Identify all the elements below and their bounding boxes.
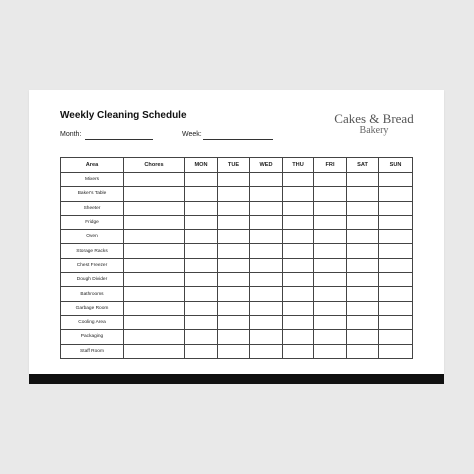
- day-cell-mon[interactable]: [185, 201, 218, 215]
- day-cell-tue[interactable]: [218, 215, 250, 229]
- day-cell-wed[interactable]: [250, 273, 283, 287]
- day-cell-thu[interactable]: [283, 201, 314, 215]
- day-cell-tue[interactable]: [218, 173, 250, 187]
- day-cell-fri[interactable]: [314, 301, 347, 315]
- day-cell-mon[interactable]: [185, 330, 218, 344]
- page-title: Weekly Cleaning Schedule: [60, 110, 187, 121]
- chores-cell[interactable]: [124, 215, 185, 229]
- day-cell-sun[interactable]: [379, 173, 413, 187]
- table-row: [61, 344, 413, 358]
- day-cell-thu[interactable]: [283, 258, 314, 272]
- day-cell-wed[interactable]: [250, 187, 283, 201]
- day-cell-wed[interactable]: [250, 244, 283, 258]
- day-cell-thu[interactable]: [283, 344, 314, 358]
- day-cell-wed[interactable]: [250, 215, 283, 229]
- day-cell-sun[interactable]: [379, 201, 413, 215]
- table-row: [61, 187, 413, 201]
- day-cell-mon[interactable]: [185, 273, 218, 287]
- day-cell-tue[interactable]: [218, 344, 250, 358]
- area-cell: Cooling Area: [61, 315, 124, 329]
- day-cell-thu[interactable]: [283, 187, 314, 201]
- day-cell-fri[interactable]: [314, 273, 347, 287]
- day-cell-sun[interactable]: [379, 244, 413, 258]
- day-cell-wed[interactable]: [250, 315, 283, 329]
- day-cell-thu[interactable]: [283, 215, 314, 229]
- area-cell: Packaging: [61, 330, 124, 344]
- area-cell: Bathrooms: [61, 287, 124, 301]
- column-header-fri: FRI: [314, 158, 347, 173]
- day-cell-tue[interactable]: [218, 287, 250, 301]
- day-cell-mon[interactable]: [185, 301, 218, 315]
- day-cell-sat[interactable]: [347, 344, 379, 358]
- day-cell-sat[interactable]: [347, 173, 379, 187]
- area-cell: Oven: [61, 230, 124, 244]
- day-cell-mon[interactable]: [185, 230, 218, 244]
- day-cell-fri[interactable]: [314, 173, 347, 187]
- day-cell-wed[interactable]: [250, 301, 283, 315]
- brand-name: Cakes & Bread: [334, 111, 414, 126]
- chores-cell[interactable]: [124, 315, 185, 329]
- day-cell-fri[interactable]: [314, 215, 347, 229]
- area-cell: Staff Room: [61, 344, 124, 358]
- day-cell-sun[interactable]: [379, 344, 413, 358]
- column-header-sun: SUN: [379, 158, 413, 173]
- day-cell-tue[interactable]: [218, 201, 250, 215]
- day-cell-sun[interactable]: [379, 287, 413, 301]
- day-cell-fri[interactable]: [314, 315, 347, 329]
- day-cell-sat[interactable]: [347, 330, 379, 344]
- day-cell-fri[interactable]: [314, 201, 347, 215]
- table-row: [61, 244, 413, 258]
- month-label: Month:: [60, 131, 82, 138]
- day-cell-sun[interactable]: [379, 330, 413, 344]
- area-cell: Dough Divider: [61, 273, 124, 287]
- day-cell-mon[interactable]: [185, 187, 218, 201]
- cleaning-schedule-table: [60, 157, 413, 359]
- day-cell-sun[interactable]: [379, 187, 413, 201]
- table-row: [61, 273, 413, 287]
- day-cell-mon[interactable]: [185, 244, 218, 258]
- chores-cell[interactable]: [124, 244, 185, 258]
- month-input-line[interactable]: [85, 139, 153, 140]
- day-cell-tue[interactable]: [218, 258, 250, 272]
- table-row: [61, 230, 413, 244]
- chores-cell[interactable]: [124, 301, 185, 315]
- chores-cell[interactable]: [124, 173, 185, 187]
- table-row: [61, 201, 413, 215]
- day-cell-thu[interactable]: [283, 315, 314, 329]
- day-cell-sun[interactable]: [379, 273, 413, 287]
- day-cell-sat[interactable]: [347, 258, 379, 272]
- day-cell-sun[interactable]: [379, 301, 413, 315]
- area-cell: Fridge: [61, 215, 124, 229]
- week-label: Week:: [182, 131, 202, 138]
- area-cell: Sheeter: [61, 201, 124, 215]
- day-cell-sun[interactable]: [379, 230, 413, 244]
- chores-cell[interactable]: [124, 330, 185, 344]
- area-cell: Storage Racks: [61, 244, 124, 258]
- area-cell: Chest Freezer: [61, 258, 124, 272]
- day-cell-thu[interactable]: [283, 287, 314, 301]
- table-row: [61, 215, 413, 229]
- day-cell-fri[interactable]: [314, 230, 347, 244]
- day-cell-wed[interactable]: [250, 258, 283, 272]
- day-cell-fri[interactable]: [314, 244, 347, 258]
- column-header-tue: TUE: [218, 158, 250, 173]
- chores-cell[interactable]: [124, 187, 185, 201]
- day-cell-thu[interactable]: [283, 230, 314, 244]
- day-cell-sat[interactable]: [347, 315, 379, 329]
- table-header: [61, 158, 413, 173]
- day-cell-mon[interactable]: [185, 173, 218, 187]
- column-header-mon: MON: [185, 158, 218, 173]
- day-cell-sat[interactable]: [347, 287, 379, 301]
- day-cell-tue[interactable]: [218, 273, 250, 287]
- day-cell-sat[interactable]: [347, 215, 379, 229]
- day-cell-sat[interactable]: [347, 230, 379, 244]
- table-row: [61, 301, 413, 315]
- table-row: [61, 258, 413, 272]
- column-header-thu: THU: [283, 158, 314, 173]
- day-cell-wed[interactable]: [250, 330, 283, 344]
- day-cell-thu[interactable]: [283, 244, 314, 258]
- chores-cell[interactable]: [124, 287, 185, 301]
- day-cell-fri[interactable]: [314, 344, 347, 358]
- table-row: [61, 287, 413, 301]
- week-input-line[interactable]: [203, 139, 273, 140]
- day-cell-fri[interactable]: [314, 330, 347, 344]
- day-cell-wed[interactable]: [250, 344, 283, 358]
- day-cell-tue[interactable]: [218, 301, 250, 315]
- chores-cell[interactable]: [124, 201, 185, 215]
- day-cell-fri[interactable]: [314, 187, 347, 201]
- day-cell-sat[interactable]: [347, 273, 379, 287]
- day-cell-sun[interactable]: [379, 258, 413, 272]
- table-row: [61, 315, 413, 329]
- day-cell-tue[interactable]: [218, 244, 250, 258]
- day-cell-wed[interactable]: [250, 230, 283, 244]
- area-cell: Baker's Table: [61, 187, 124, 201]
- day-cell-thu[interactable]: [283, 273, 314, 287]
- column-header-sat: SAT: [347, 158, 379, 173]
- day-cell-sat[interactable]: [347, 301, 379, 315]
- day-cell-mon[interactable]: [185, 315, 218, 329]
- day-cell-mon[interactable]: [185, 344, 218, 358]
- week-field: [182, 131, 282, 143]
- column-header-chores: Chores: [124, 158, 185, 173]
- chores-cell[interactable]: [124, 273, 185, 287]
- table-row: [61, 173, 413, 187]
- day-cell-wed[interactable]: [250, 201, 283, 215]
- day-cell-thu[interactable]: [283, 330, 314, 344]
- area-cell: Garbage Room: [61, 301, 124, 315]
- day-cell-thu[interactable]: [283, 173, 314, 187]
- column-header-wed: WED: [250, 158, 283, 173]
- day-cell-sun[interactable]: [379, 315, 413, 329]
- day-cell-tue[interactable]: [218, 315, 250, 329]
- column-header-area: Area: [61, 158, 124, 173]
- day-cell-mon[interactable]: [185, 287, 218, 301]
- area-cell: Mixers: [61, 173, 124, 187]
- day-cell-wed[interactable]: [250, 173, 283, 187]
- day-cell-tue[interactable]: [218, 230, 250, 244]
- day-cell-sun[interactable]: [379, 215, 413, 229]
- chores-cell[interactable]: [124, 230, 185, 244]
- day-cell-sat[interactable]: [347, 244, 379, 258]
- day-cell-tue[interactable]: [218, 330, 250, 344]
- day-cell-wed[interactable]: [250, 287, 283, 301]
- day-cell-thu[interactable]: [283, 301, 314, 315]
- chores-cell[interactable]: [124, 344, 185, 358]
- chores-cell[interactable]: [124, 258, 185, 272]
- day-cell-tue[interactable]: [218, 187, 250, 201]
- day-cell-mon[interactable]: [185, 215, 218, 229]
- table-body: [61, 173, 413, 359]
- day-cell-sat[interactable]: [347, 187, 379, 201]
- month-field: [60, 131, 160, 143]
- table-row: [61, 330, 413, 344]
- day-cell-mon[interactable]: [185, 258, 218, 272]
- day-cell-fri[interactable]: [314, 287, 347, 301]
- day-cell-sat[interactable]: [347, 201, 379, 215]
- header-row: [61, 158, 413, 173]
- brand-subtitle: Bakery: [359, 125, 389, 136]
- day-cell-fri[interactable]: [314, 258, 347, 272]
